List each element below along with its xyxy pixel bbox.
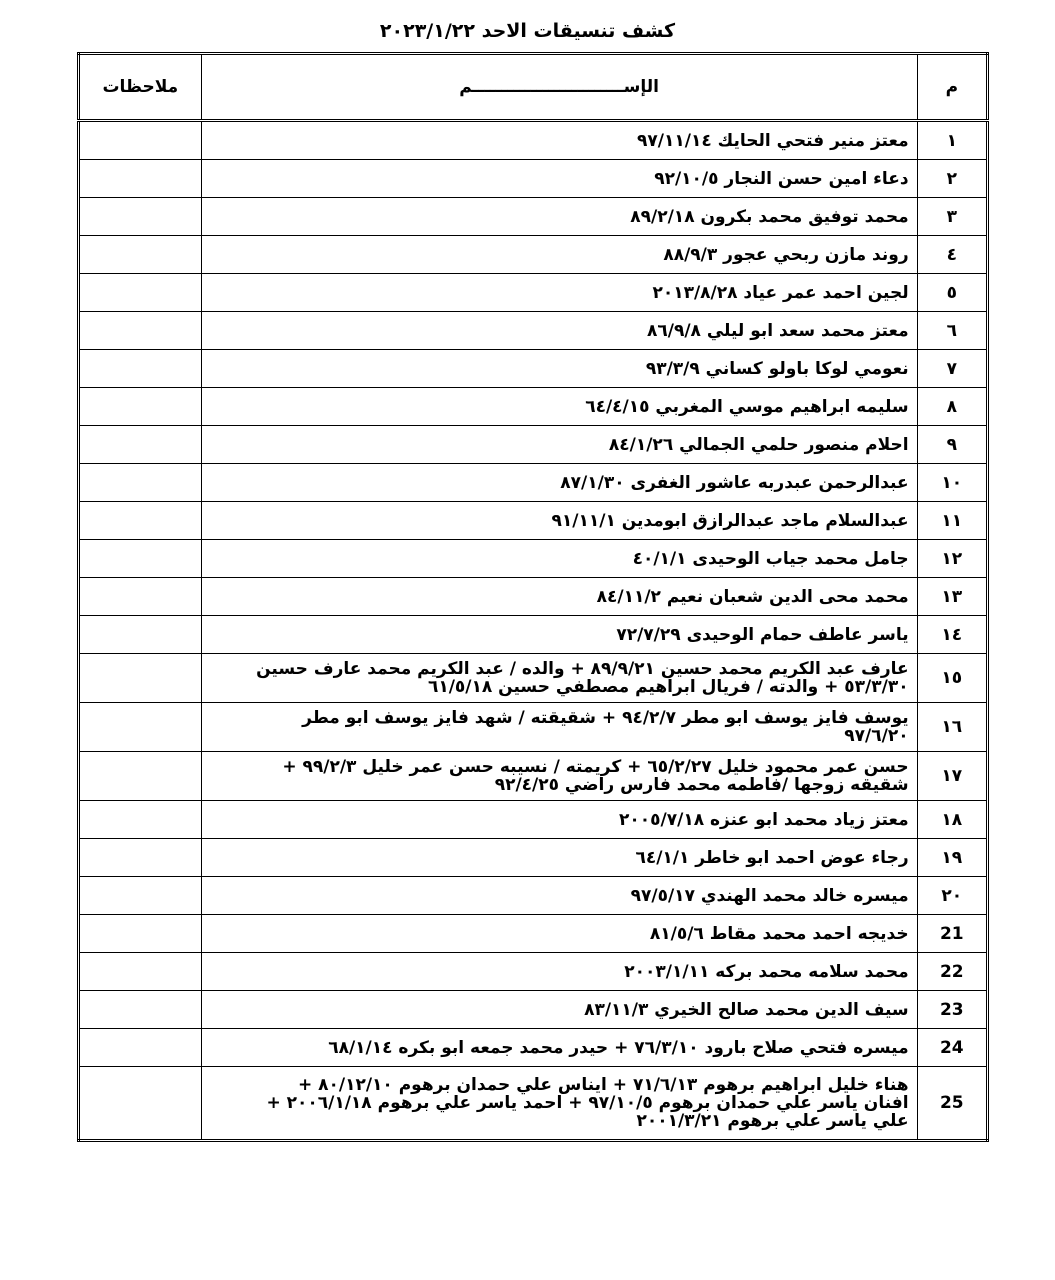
row-notes-cell (79, 274, 202, 312)
table-row (79, 198, 988, 236)
row-notes-cell (79, 388, 202, 426)
row-notes-cell (79, 198, 202, 236)
table-row (79, 953, 988, 991)
table-row (79, 654, 988, 703)
header-name: الإســــــــــــــــــــــــــم (201, 54, 917, 121)
table-body (79, 121, 988, 1141)
table-row (79, 1029, 988, 1067)
row-name-cell: هناء خليل ابراهيم برهوم ٧١/٦/١٣ + ايناس علي حمدان برهوم ٨٠/١٢/١٠ + افنان ياسر علي حمدان برهوم ٩٧/١٠/٥ + احمد ياسر علي برهوم ٢٠٠٦/١/١٨ + علي ياسر علي برهوم ٢٠٠١/٣/٢١ (201, 1067, 917, 1141)
row-notes-cell (79, 1067, 202, 1141)
table-row (79, 877, 988, 915)
table-row (79, 236, 988, 274)
row-number-cell: 24 (917, 1029, 987, 1067)
row-number-cell: ١ (917, 121, 987, 160)
table-row (79, 801, 988, 839)
row-notes-cell (79, 877, 202, 915)
row-name-cell: سليمه ابراهيم موسي المغربي ٦٤/٤/١٥ (201, 388, 917, 426)
row-name-cell: ميسره فتحي صلاح بارود ٧٦/٣/١٠ + حيدر محمد جمعه ابو بكره ٦٨/١/١٤ (201, 1029, 917, 1067)
row-number-cell: 21 (917, 915, 987, 953)
row-name-cell: لجين احمد عمر عياد ٢٠١٣/٨/٢٨ (201, 274, 917, 312)
table-row (79, 502, 988, 540)
row-number-cell: ١٧ (917, 752, 987, 801)
row-number-cell: ٢٠ (917, 877, 987, 915)
row-notes-cell (79, 991, 202, 1029)
row-name-cell: نعومي لوكا باولو كساني ٩٣/٣/٩ (201, 350, 917, 388)
table-row (79, 1067, 988, 1141)
row-name-cell: حسن عمر محمود خليل ٦٥/٢/٢٧ + كريمته / نسيبه حسن عمر خليل ٩٩/٢/٣ + شقيقه زوجها /فاطمه محمد فارس راضي ٩٢/٤/٢٥ (201, 752, 917, 801)
row-number-cell: ٨ (917, 388, 987, 426)
row-name-cell: عبدالسلام ماجد عبدالرازق ابومدين ٩١/١١/١ (201, 502, 917, 540)
table-row (79, 616, 988, 654)
row-name-cell: جامل محمد جياب الوحيدى ٤٠/١/١ (201, 540, 917, 578)
row-name-cell: ياسر عاطف حمام الوحيدى ٧٢/٧/٢٩ (201, 616, 917, 654)
table-row (79, 915, 988, 953)
page-title: كشف تنسيقات الاحد ٢٠٢٣/١/٢٢ (379, 20, 676, 42)
row-number-cell: ٢ (917, 160, 987, 198)
row-notes-cell (79, 350, 202, 388)
row-number-cell: ١٣ (917, 578, 987, 616)
row-name-cell: عبدالرحمن عبدربه عاشور الغفرى ٨٧/١/٣٠ (201, 464, 917, 502)
row-number-cell: ٤ (917, 236, 987, 274)
row-notes-cell (79, 752, 202, 801)
row-notes-cell (79, 616, 202, 654)
row-name-cell: محمد سلامه محمد بركه ٢٠٠٣/١/١١ (201, 953, 917, 991)
row-notes-cell (79, 578, 202, 616)
row-notes-cell (79, 915, 202, 953)
row-number-cell: ٣ (917, 198, 987, 236)
table-row (79, 388, 988, 426)
row-name-cell: احلام منصور حلمي الجمالي ٨٤/١/٢٦ (201, 426, 917, 464)
row-number-cell: 23 (917, 991, 987, 1029)
row-name-cell: روند مازن ربحي عجور ٨٨/٩/٣ (201, 236, 917, 274)
table-header-row (79, 54, 988, 121)
table-row (79, 121, 988, 160)
row-name-cell: خديجه احمد محمد مقاط ٨١/٥/٦ (201, 915, 917, 953)
row-notes-cell (79, 703, 202, 752)
row-name-cell: معتز زياد محمد ابو عنزه ٢٠٠٥/٧/١٨ (201, 801, 917, 839)
row-name-cell: دعاء امين حسن النجار ٩٢/١٠/٥ (201, 160, 917, 198)
table-row (79, 578, 988, 616)
table-row (79, 426, 988, 464)
row-name-cell: ميسره خالد محمد الهندي ٩٧/٥/١٧ (201, 877, 917, 915)
table-row (79, 703, 988, 752)
row-number-cell: ١٢ (917, 540, 987, 578)
row-name-cell: سيف الدين محمد صالح الخيري ٨٣/١١/٣ (201, 991, 917, 1029)
table-row (79, 350, 988, 388)
row-name-cell: محمد توفيق محمد بكرون ٨٩/٢/١٨ (201, 198, 917, 236)
header-notes: ملاحظات (79, 54, 202, 121)
row-notes-cell (79, 502, 202, 540)
row-notes-cell (79, 464, 202, 502)
row-notes-cell (79, 121, 202, 160)
row-number-cell: ٦ (917, 312, 987, 350)
row-name-cell: عارف عبد الكريم محمد حسين ٨٩/٩/٢١ + والده / عبد الكريم محمد عارف حسين ٥٣/٣/٣٠ + والدته / فريال ابراهيم مصطفي حسين ٦١/٥/١٨ (201, 654, 917, 703)
row-notes-cell (79, 654, 202, 703)
row-notes-cell (79, 160, 202, 198)
row-number-cell: ١٤ (917, 616, 987, 654)
row-number-cell: ١٦ (917, 703, 987, 752)
table-row (79, 312, 988, 350)
row-number-cell: ١١ (917, 502, 987, 540)
row-number-cell: ٥ (917, 274, 987, 312)
row-notes-cell (79, 839, 202, 877)
row-number-cell: ٧ (917, 350, 987, 388)
row-notes-cell (79, 1029, 202, 1067)
row-notes-cell (79, 236, 202, 274)
header-number: م (917, 54, 987, 121)
table-row (79, 991, 988, 1029)
table-row (79, 160, 988, 198)
row-name-cell: معتز محمد سعد ابو ليلي ٨٦/٩/٨ (201, 312, 917, 350)
row-number-cell: 25 (917, 1067, 987, 1141)
row-number-cell: 22 (917, 953, 987, 991)
row-number-cell: ١٥ (917, 654, 987, 703)
row-notes-cell (79, 426, 202, 464)
row-notes-cell (79, 801, 202, 839)
table-row (79, 752, 988, 801)
table-row (79, 274, 988, 312)
row-number-cell: ٩ (917, 426, 987, 464)
row-name-cell: معتز منير فتحي الحايك ٩٧/١١/١٤ (201, 121, 917, 160)
row-number-cell: ١٨ (917, 801, 987, 839)
row-name-cell: يوسف فايز يوسف ابو مطر ٩٤/٢/٧ + شقيقته / شهد فايز يوسف ابو مطر ٩٧/٦/٢٠ (201, 703, 917, 752)
row-notes-cell (79, 312, 202, 350)
table-row (79, 540, 988, 578)
row-name-cell: رجاء عوض احمد ابو خاطر ٦٤/١/١ (201, 839, 917, 877)
table-row (79, 464, 988, 502)
table-row (79, 839, 988, 877)
row-name-cell: محمد محى الدين شعبان نعيم ٨٤/١١/٢ (201, 578, 917, 616)
row-number-cell: ١٠ (917, 464, 987, 502)
row-notes-cell (79, 953, 202, 991)
row-number-cell: ١٩ (917, 839, 987, 877)
row-notes-cell (79, 540, 202, 578)
coordination-table (77, 52, 989, 1142)
